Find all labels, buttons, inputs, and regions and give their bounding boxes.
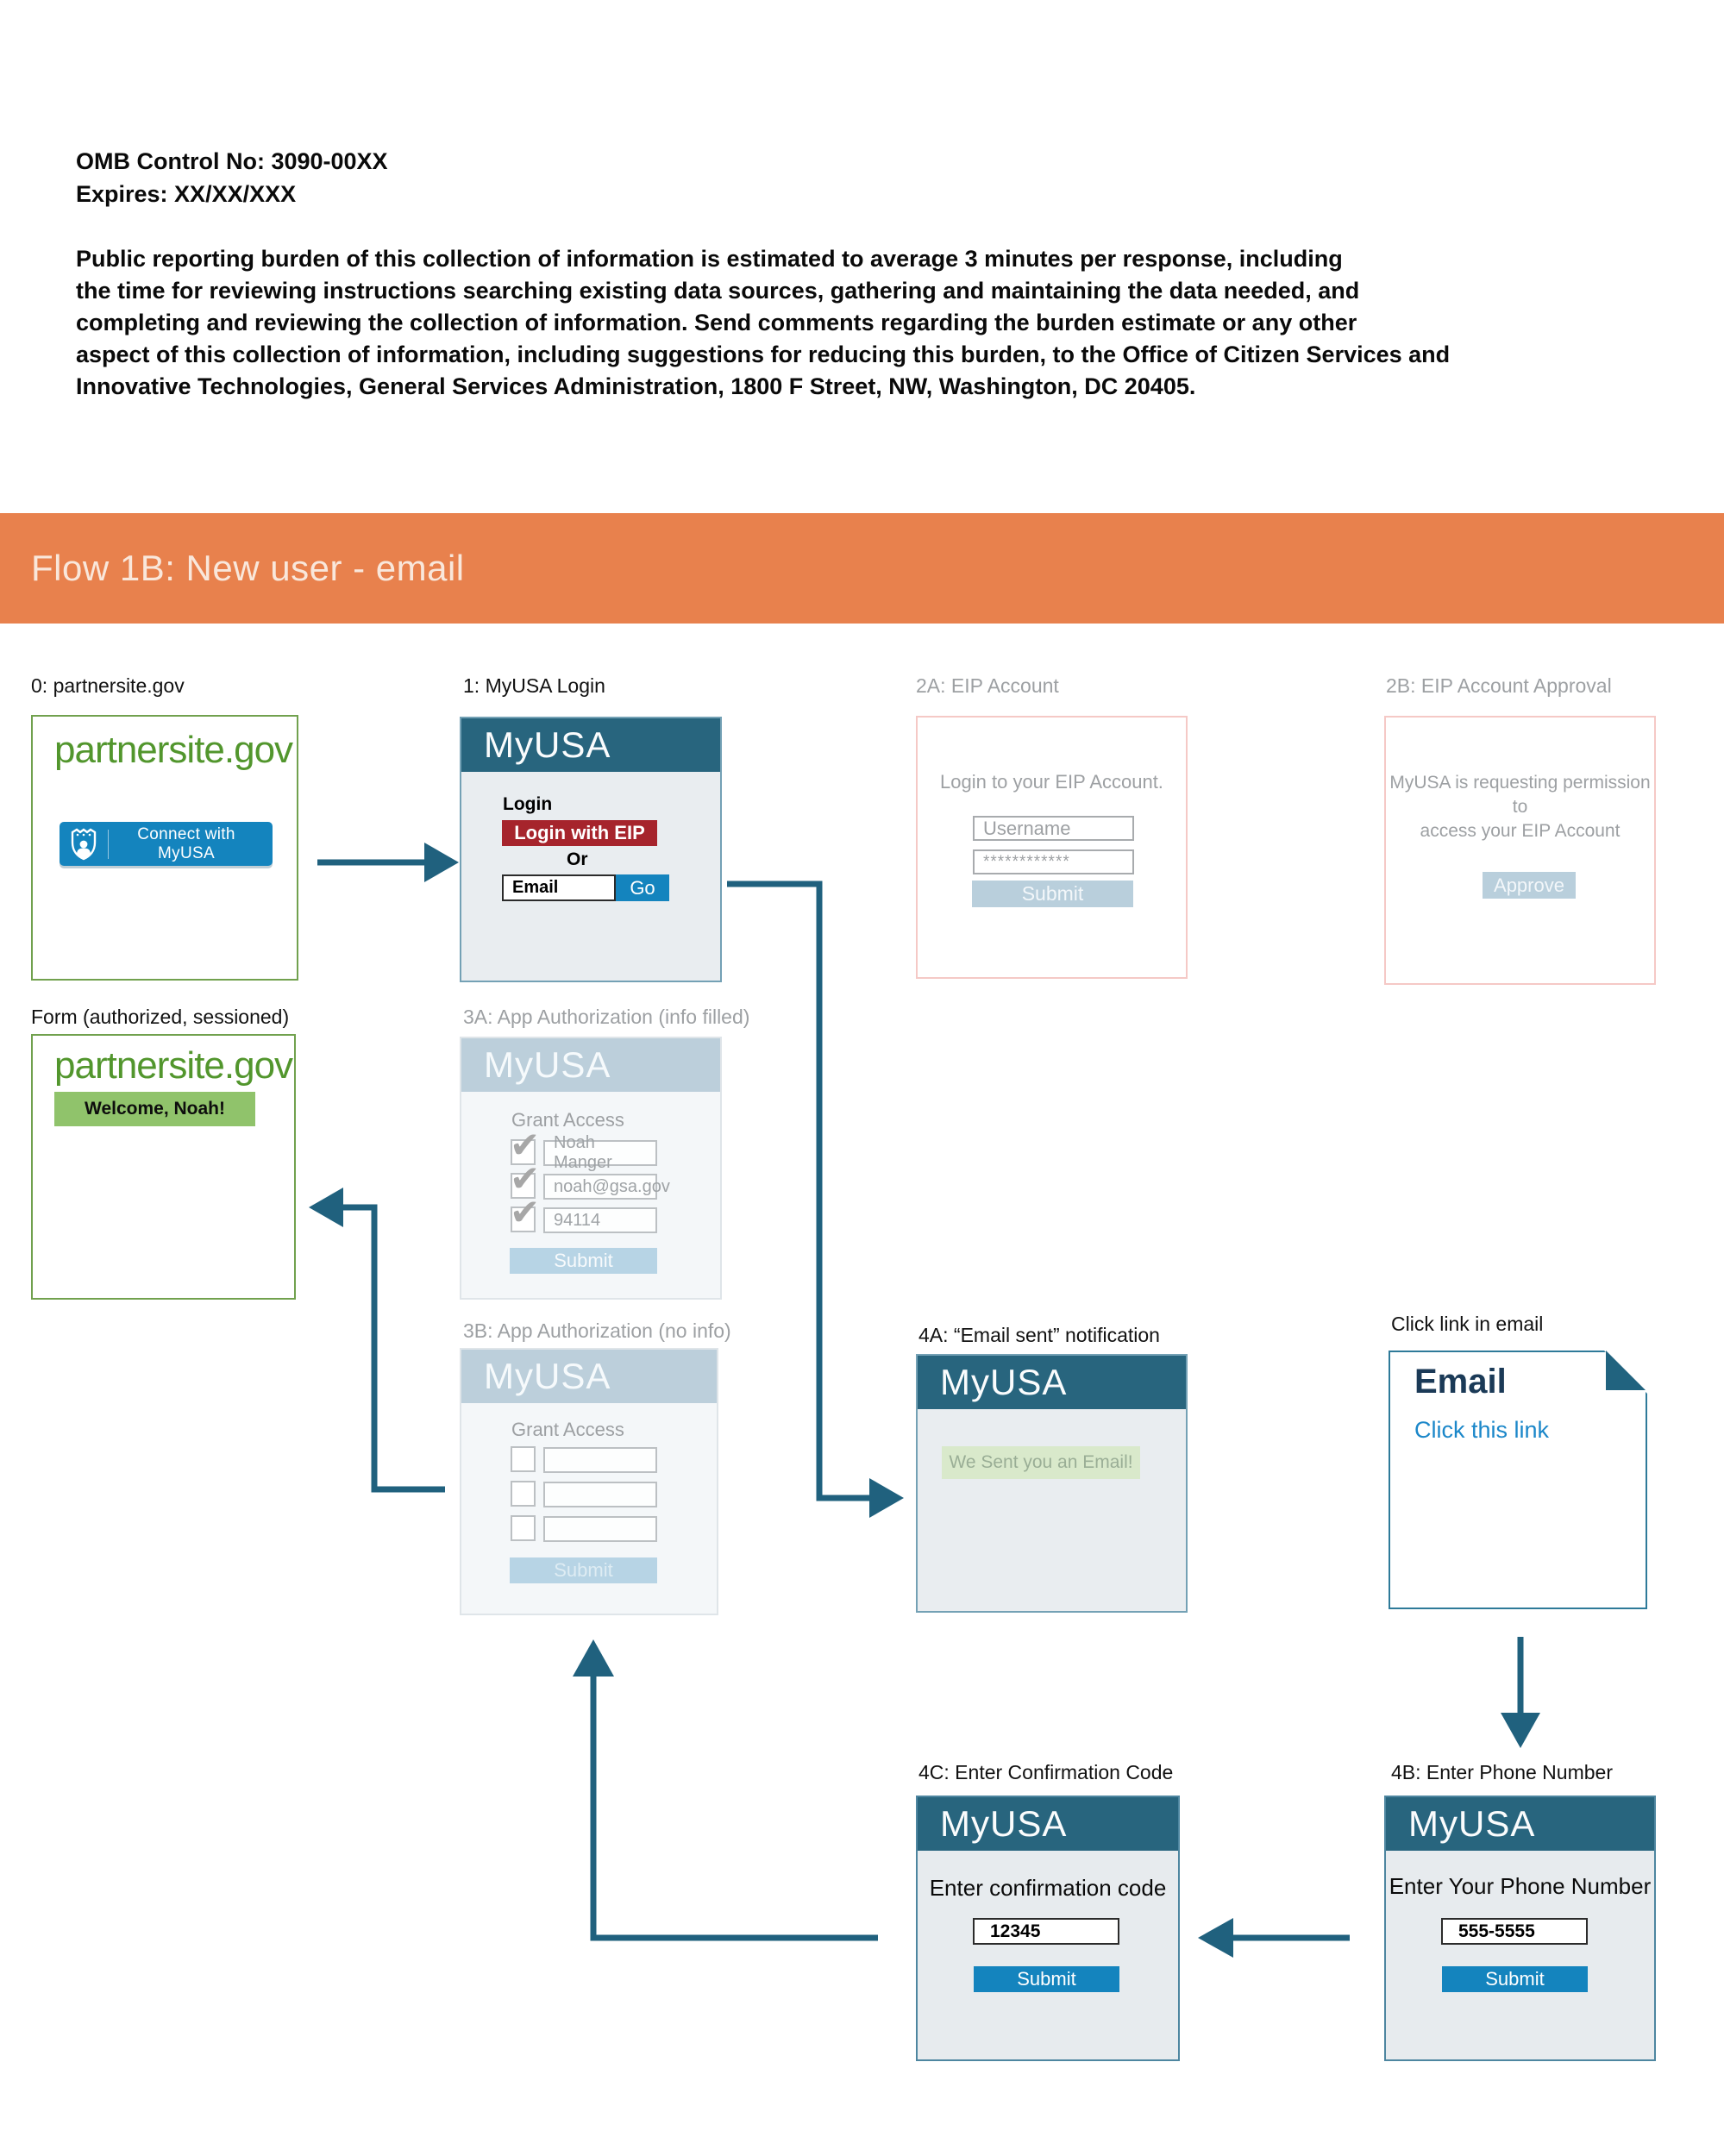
panel-4a-header: MyUSA (918, 1356, 1186, 1409)
login-with-eip-button[interactable]: Login with EIP (502, 820, 657, 846)
panel-4a-label: 4A: “Email sent” notification (918, 1324, 1160, 1346)
password-input[interactable]: ************ (973, 849, 1134, 874)
form-partnersite (31, 1034, 296, 1300)
panel-1-label: 1: MyUSA Login (463, 674, 605, 697)
panel-4c-confirmation-code (916, 1796, 1180, 2061)
approval-prompt (1386, 771, 1654, 843)
empty-field[interactable] (543, 1447, 657, 1473)
omb-expires-line: Expires: XX/XX/XXX (76, 181, 297, 207)
grant-submit-button-disabled[interactable]: Submit (510, 1557, 657, 1583)
welcome-banner: Welcome, Noah! (54, 1092, 255, 1126)
flow-banner (0, 513, 1724, 624)
grant-submit-button[interactable]: Submit (510, 1248, 657, 1274)
grant-checkbox-empty[interactable] (511, 1446, 536, 1472)
approval-prompt-line2: access your EIP Account (1420, 821, 1621, 841)
click-this-link[interactable]: Click this link (1414, 1417, 1550, 1443)
burden-line: completing and reviewing the collection of information. Send comments regarding the burden estimate or any other (76, 310, 1357, 335)
flow-title: Flow 1B: New user - email (31, 548, 465, 588)
panel-4a-email-sent (916, 1354, 1188, 1613)
checkmark-icon: ✔ (510, 1158, 541, 1199)
form-label: Form (authorized, sessioned) (31, 1006, 290, 1028)
arrowhead-left-icon (309, 1188, 343, 1227)
email-field[interactable]: noah@gsa.gov (543, 1174, 657, 1200)
confirmation-submit-button[interactable]: Submit (974, 1966, 1119, 1992)
panel-1-header: MyUSA (461, 718, 720, 772)
burden-line: Public reporting burden of this collection of information is estimated to average 3 minutes per response, including (76, 246, 1343, 272)
arrowhead-right-icon (424, 843, 459, 882)
burden-line: aspect of this collection of information, including suggestions for reducing this burden, to the Office of Citizen Services and (76, 342, 1451, 367)
confirmation-prompt: Enter confirmation code (929, 1875, 1167, 1901)
email-input[interactable]: Email (502, 874, 616, 901)
email-message (1389, 1351, 1647, 1609)
folded-corner-icon (1604, 1351, 1647, 1394)
burden-line: the time for reviewing instructions searching existing data sources, gathering and maintaining the data needed, and (76, 278, 1360, 304)
arrow-p4c-to-p3b (593, 1677, 878, 1938)
name-field[interactable]: Noah Manger (543, 1140, 657, 1166)
phone-submit-button[interactable]: Submit (1442, 1966, 1588, 1992)
panel-2a-eip-account (916, 716, 1188, 979)
panel-4c-label: 4C: Enter Confirmation Code (918, 1761, 1174, 1783)
panel-4b-phone-number (1384, 1796, 1656, 2061)
grant-checkbox-empty[interactable] (511, 1481, 536, 1507)
arrowhead-right-icon (869, 1478, 904, 1518)
panel-4b-header: MyUSA (1386, 1797, 1654, 1851)
omb-control-line: OMB Control No: 3090-00XX (76, 148, 388, 174)
panel-3b-app-authorization (460, 1348, 718, 1615)
zip-field[interactable]: 94114 (543, 1207, 657, 1233)
eip-submit-button[interactable]: Submit (972, 881, 1133, 907)
omb-note (76, 145, 388, 210)
panel-4b-label: 4B: Enter Phone Number (1391, 1761, 1613, 1783)
login-label: Login (503, 794, 553, 814)
phone-prompt: Enter Your Phone Number (1389, 1873, 1652, 1899)
eip-login-prompt: Login to your EIP Account. (940, 771, 1163, 793)
email-sent-notice: We Sent you an Email! (942, 1446, 1140, 1479)
partnersite-logo: partnersite.gov (54, 729, 293, 771)
or-label: Or (567, 849, 588, 869)
arrowhead-up-icon (573, 1639, 614, 1677)
checkmark-icon: ✔ (510, 1125, 541, 1165)
panel-1-myusa-login (460, 717, 722, 982)
grant-checkbox-zip[interactable] (510, 1192, 541, 1232)
arrow-p3b-to-form (343, 1207, 445, 1489)
panel-0-partnersite (31, 715, 298, 981)
username-input[interactable]: Username (973, 816, 1134, 841)
checkmark-icon: ✔ (510, 1192, 541, 1232)
panel-0-label: 0: partnersite.gov (31, 674, 185, 697)
empty-field[interactable] (543, 1482, 657, 1507)
burden-paragraph (76, 243, 1450, 403)
panel-3a-app-authorization (460, 1037, 722, 1300)
grant-access-label: Grant Access (511, 1109, 624, 1131)
approve-button[interactable]: Approve (1483, 872, 1576, 899)
arrow-p1-to-p4a (727, 884, 869, 1498)
grant-access-label: Grant Access (511, 1419, 624, 1440)
email-title: Email (1414, 1363, 1507, 1401)
email-panel-label: Click link in email (1391, 1313, 1544, 1335)
panel-2a-label: 2A: EIP Account (916, 674, 1059, 697)
phone-number-input[interactable]: 555-5555 (1441, 1918, 1588, 1945)
go-button[interactable]: Go (616, 874, 669, 901)
empty-field[interactable] (543, 1516, 657, 1542)
grant-checkbox-empty[interactable] (511, 1515, 536, 1541)
panel-3a-header: MyUSA (461, 1038, 720, 1092)
panel-3a-label: 3A: App Authorization (info filled) (463, 1006, 750, 1028)
myusa-shield-icon (70, 828, 97, 861)
partnersite-logo: partnersite.gov (54, 1044, 293, 1087)
confirmation-code-input[interactable]: 12345 (973, 1918, 1119, 1945)
burden-line: Innovative Technologies, General Services Administration, 1800 F Street, NW, Washington, DC 20405. (76, 373, 1196, 399)
connect-with-myusa-button[interactable] (60, 822, 273, 866)
panel-2b-label: 2B: EIP Account Approval (1386, 674, 1612, 697)
arrowhead-down-icon (1501, 1713, 1540, 1748)
connect-button-label: Connect with MyUSA (137, 824, 235, 862)
arrowhead-left-icon (1198, 1918, 1233, 1958)
approval-prompt-line1: MyUSA is requesting permission to (1389, 773, 1651, 817)
panel-3b-header: MyUSA (461, 1350, 717, 1403)
panel-3b-label: 3B: App Authorization (no info) (463, 1319, 731, 1342)
panel-2b-eip-approval (1384, 716, 1656, 985)
panel-4c-header: MyUSA (918, 1797, 1178, 1851)
